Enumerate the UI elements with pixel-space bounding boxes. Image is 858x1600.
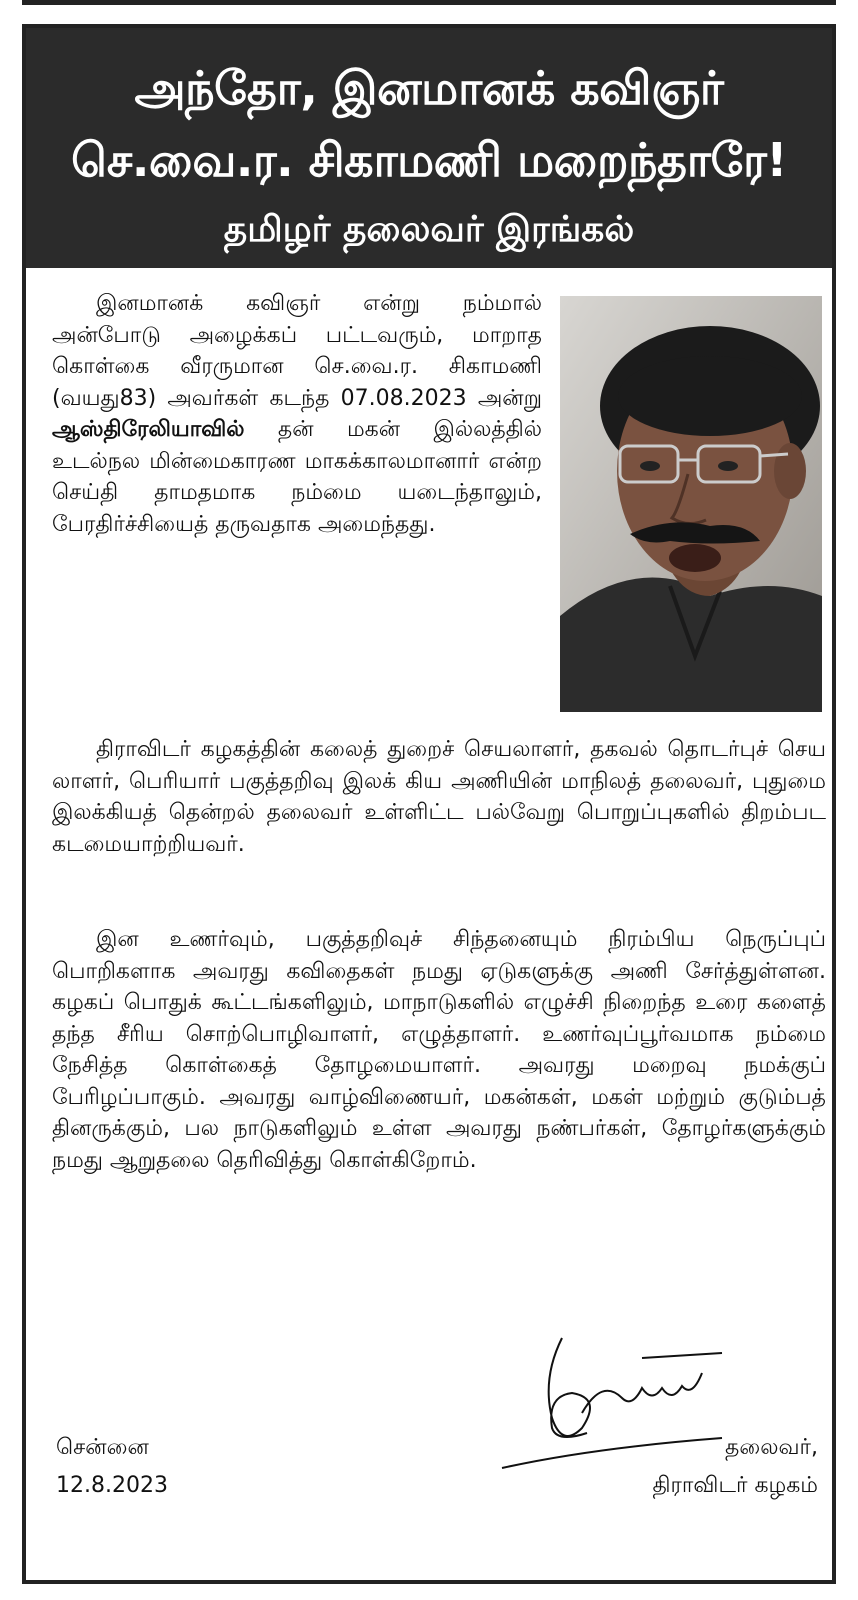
top-rule (22, 0, 836, 5)
portrait-illustration (560, 296, 822, 712)
headline-subtitle: தமிழர் தலைவர் இரங்கல் (223, 209, 635, 250)
notice-frame (22, 24, 836, 1584)
paragraph-1-text-b: தன் மகன் இல்லத்தில் உடல்நல மின்மைகாரண மாகக்காலமானார் என்ற செய்தி தாமதமாக நம்மை யடைந்தாலும், பேரதிர்ச்சியைத் தருவதாக அமைந்தது. (52, 417, 542, 537)
headline-banner (26, 28, 832, 268)
footer-place: சென்னை (56, 1435, 149, 1460)
paragraph-2-text: திராவிடர் கழகத்தின் கலைத் துறைச் செயலாளர், தகவல் தொடர்புச் செய லாளர், பெரியார் பகுத்தறிவு இலக் கிய அணியின் மாநிலத் தலைவர், புதுமை இலக்கியத் தென்றல் தலைவர் உள்ளிட்ட பல்வேறு பொறுப்புகளில் திறம்பட கடமையாற்றியவர். (52, 737, 826, 857)
signatory-role: தலைவர், (725, 1435, 818, 1460)
paragraph-3-text: இன உணர்வும், பகுத்தறிவுச் சிந்தனையும் நிரம்பிய நெருப்புப் பொறிகளாக அவரது கவிதைகள் நமது ஏடுகளுக்கு அணி சேர்த்துள்ளன. கழகப் பொதுக் கூட்டங்களிலும், மாநாடுகளில் எழுச்சி நிறைந்த உரை களைத் தந்த சீரிய சொற்பொழிவாளர், எழுத்தாளர். உணர்வுப்பூர்வமாக நம்மை நேசித்த கொள்கைத் தோழமையாளர். அவரது மறைவு நமக்குப் பேரிழப்பாகும். அவரது வாழ்விணையர், மகன்கள், மகள் மற்றும் குடும்பத் தினருக்கும், பல நாடுகளிலும் உள்ள அவரது நண்பர்கள், தோழர்களுக்கும் நமது ஆறுதலை தெரிவித்து கொள்கிறோம். (52, 927, 826, 1173)
portrait-photo (560, 296, 822, 712)
signatory-organization: திராவிடர் கழகம் (652, 1473, 818, 1498)
paragraph-1 (52, 288, 542, 540)
headline-line-2: செ.வை.ர. சிகாமணி மறைந்தாரே! (71, 133, 787, 187)
handwritten-signature (492, 1318, 732, 1478)
paragraph-2 (52, 734, 826, 860)
paragraph-1-bold-place: ஆஸ்திரேலியாவில் (52, 417, 245, 442)
paragraph-3 (52, 924, 826, 1176)
paragraph-1-text-a: இனமானக் கவிஞர் என்று நம்மால் அன்போடு அழைக்கப் பட்டவரும், மாறாத கொள்கை வீரருமான செ.வை.ர. சிகாமணி (வயது83) அவர்கள் கடந்த 07.08.2023 அன்று (52, 291, 542, 411)
footer-date: 12.8.2023 (56, 1473, 168, 1498)
headline-line-1: அந்தோ, இனமானக் கவிஞர் (134, 61, 724, 115)
